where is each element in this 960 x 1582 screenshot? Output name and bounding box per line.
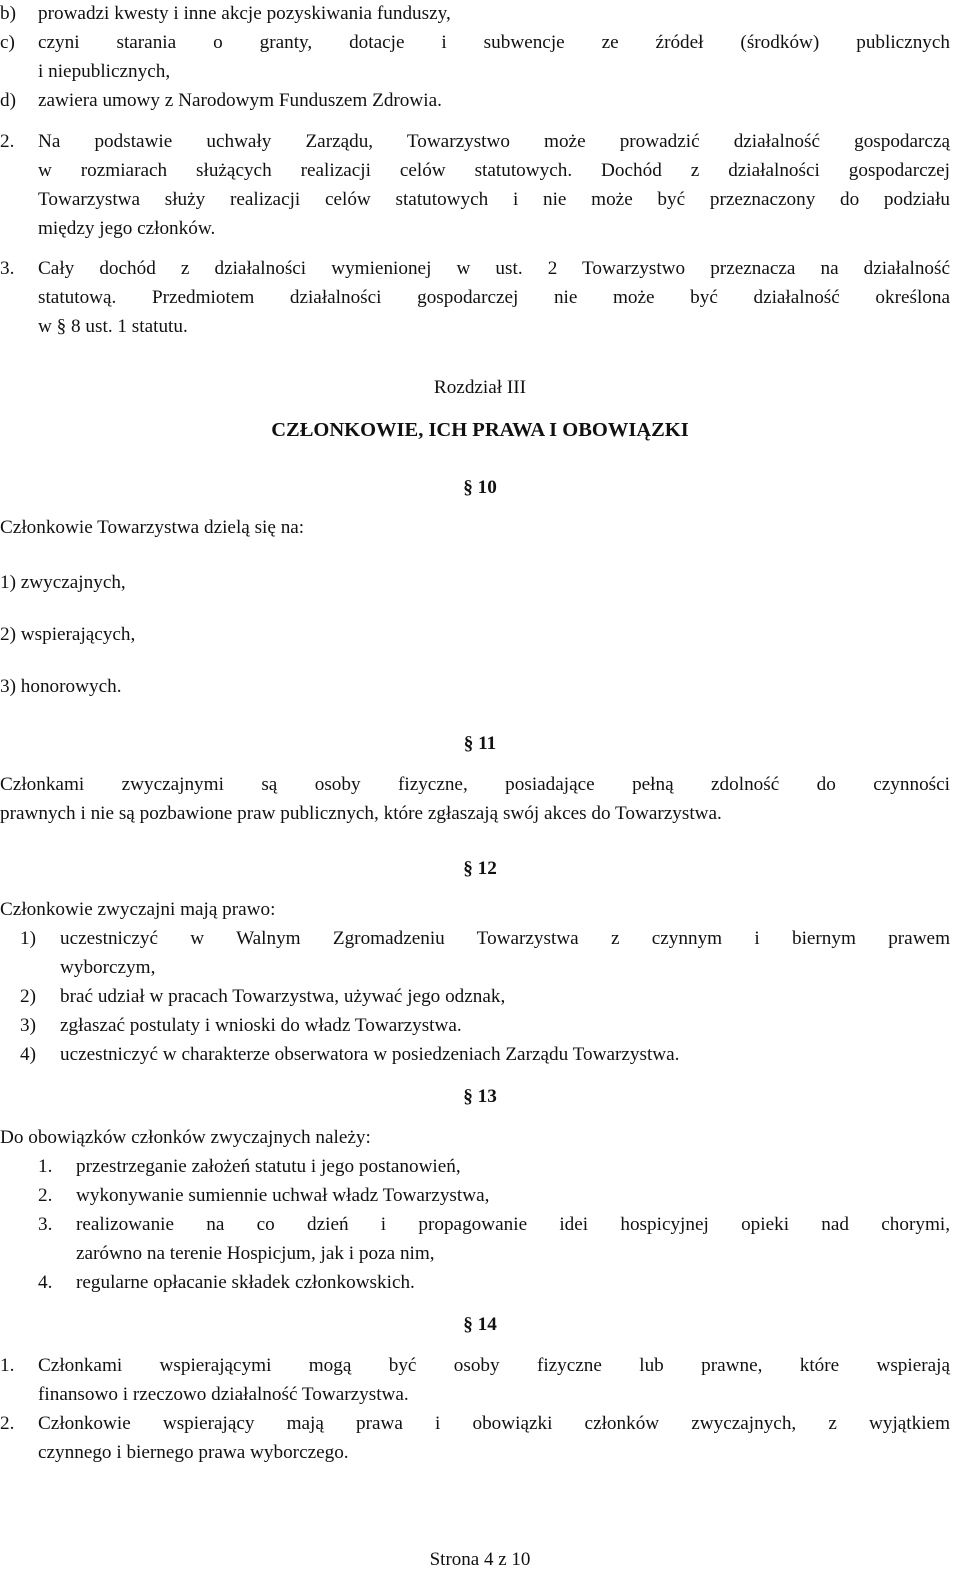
point-2-line3: Towarzystwa służy realizacji celów statutowych i nie może być przeznaczony do podziału bbox=[38, 189, 950, 210]
item-c-number: c) bbox=[0, 32, 15, 53]
section-14-item-2-number: 2. bbox=[0, 1413, 15, 1434]
section-14-heading: § 14 bbox=[463, 1314, 497, 1335]
section-13-item-2-text: wykonywanie sumiennie uchwał władz Towarzystwa, bbox=[76, 1185, 490, 1206]
section-10-item-3: 3) honorowych. bbox=[0, 676, 122, 697]
section-14-item-1-number: 1. bbox=[0, 1355, 15, 1376]
section-14-item-1-line1: Członkami wspierającymi mogą być osoby fizyczne lub prawne, które wspierają bbox=[38, 1355, 950, 1376]
section-12-item-1-line2: wyborczym, bbox=[60, 957, 156, 978]
section-13-item-3-line2: zarówno na terenie Hospicjum, jak i poza nim, bbox=[76, 1243, 435, 1264]
section-13-item-1-number: 1. bbox=[38, 1156, 53, 1177]
section-13-item-4-number: 4. bbox=[38, 1272, 53, 1293]
section-13-item-1-text: przestrzeganie założeń statutu i jego postanowień, bbox=[76, 1156, 461, 1177]
point-2-line2: w rozmiarach służących realizacji celów statutowych. Dochód z działalności gospodarczej bbox=[38, 160, 950, 181]
section-13-item-4-text: regularne opłacanie składek członkowskich. bbox=[76, 1272, 415, 1293]
chapter-label: Rozdział III bbox=[433, 377, 527, 398]
section-11-line1: Członkami zwyczajnymi są osoby fizyczne, posiadające pełną zdolność do czynności bbox=[0, 774, 950, 795]
item-d-number: d) bbox=[0, 90, 16, 111]
section-13-heading: § 13 bbox=[463, 1086, 497, 1107]
section-13-item-3-line1: realizowanie na co dzień i propagowanie idei hospicyjnej opieki nad chorymi, bbox=[76, 1214, 950, 1235]
point-2-line4: między jego członków. bbox=[38, 218, 216, 239]
point-3-line3: w § 8 ust. 1 statutu. bbox=[38, 316, 188, 337]
section-12-item-4-text: uczestniczyć w charakterze obserwatora w posiedzeniach Zarządu Towarzystwa. bbox=[60, 1044, 680, 1065]
item-d-text: zawiera umowy z Narodowym Funduszem Zdrowia. bbox=[38, 90, 442, 111]
page-number: Strona 4 z 10 bbox=[429, 1549, 531, 1570]
section-12-item-1-line1: uczestniczyć w Walnym Zgromadzeniu Towarzystwa z czynnym i biernym prawem bbox=[60, 928, 950, 949]
section-12-item-1-number: 1) bbox=[20, 928, 36, 949]
section-10-item-1: 1) zwyczajnych, bbox=[0, 572, 126, 593]
section-13-intro: Do obowiązków członków zwyczajnych należy: bbox=[0, 1127, 371, 1148]
section-14-item-1-line2: finansowo i rzeczowo działalność Towarzystwa. bbox=[38, 1384, 409, 1405]
section-12-item-4-number: 4) bbox=[20, 1044, 36, 1065]
item-b-number: b) bbox=[0, 3, 16, 24]
section-10-heading: § 10 bbox=[463, 477, 497, 498]
point-3-line2: statutową. Przedmiotem działalności gospodarczej nie może być działalność określona bbox=[38, 287, 950, 308]
section-10-item-2: 2) wspierających, bbox=[0, 624, 136, 645]
section-12-item-2-text: brać udział w pracach Towarzystwa, używać jego odznak, bbox=[60, 986, 506, 1007]
chapter-title: CZŁONKOWIE, ICH PRAWA I OBOWIĄZKI bbox=[271, 419, 689, 441]
section-11-heading: § 11 bbox=[463, 733, 497, 754]
point-2-number: 2. bbox=[0, 131, 15, 152]
section-11-line2: prawnych i nie są pozbawione praw publicznych, które zgłaszają swój akces do Towarzystwa. bbox=[0, 803, 722, 824]
section-12-intro: Członkowie zwyczajni mają prawo: bbox=[0, 899, 276, 920]
point-3-line1: Cały dochód z działalności wymienionej w ust. 2 Towarzystwo przeznacza na działalność bbox=[38, 258, 950, 279]
section-10-intro: Członkowie Towarzystwa dzielą się na: bbox=[0, 517, 305, 538]
section-13-item-2-number: 2. bbox=[38, 1185, 53, 1206]
section-13-item-3-number: 3. bbox=[38, 1214, 53, 1235]
section-12-item-3-number: 3) bbox=[20, 1015, 36, 1036]
point-2-line1: Na podstawie uchwały Zarządu, Towarzystwo może prowadzić działalność gospodarczą bbox=[38, 131, 950, 152]
section-12-heading: § 12 bbox=[463, 858, 497, 879]
section-12-item-2-number: 2) bbox=[20, 986, 36, 1007]
item-c-line1: czyni starania o granty, dotacje i subwencje ze źródeł (środków) publicznych bbox=[38, 32, 950, 53]
section-14-item-2-line2: czynnego i biernego prawa wyborczego. bbox=[38, 1442, 349, 1463]
point-3-number: 3. bbox=[0, 258, 15, 279]
item-c-line2: i niepublicznych, bbox=[38, 61, 171, 82]
section-14-item-2-line1: Członkowie wspierający mają prawa i obowiązki członków zwyczajnych, z wyjątkiem bbox=[38, 1413, 950, 1434]
item-b-text: prowadzi kwesty i inne akcje pozyskiwania funduszy, bbox=[38, 3, 451, 24]
section-12-item-3-text: zgłaszać postulaty i wnioski do władz Towarzystwa. bbox=[60, 1015, 462, 1036]
